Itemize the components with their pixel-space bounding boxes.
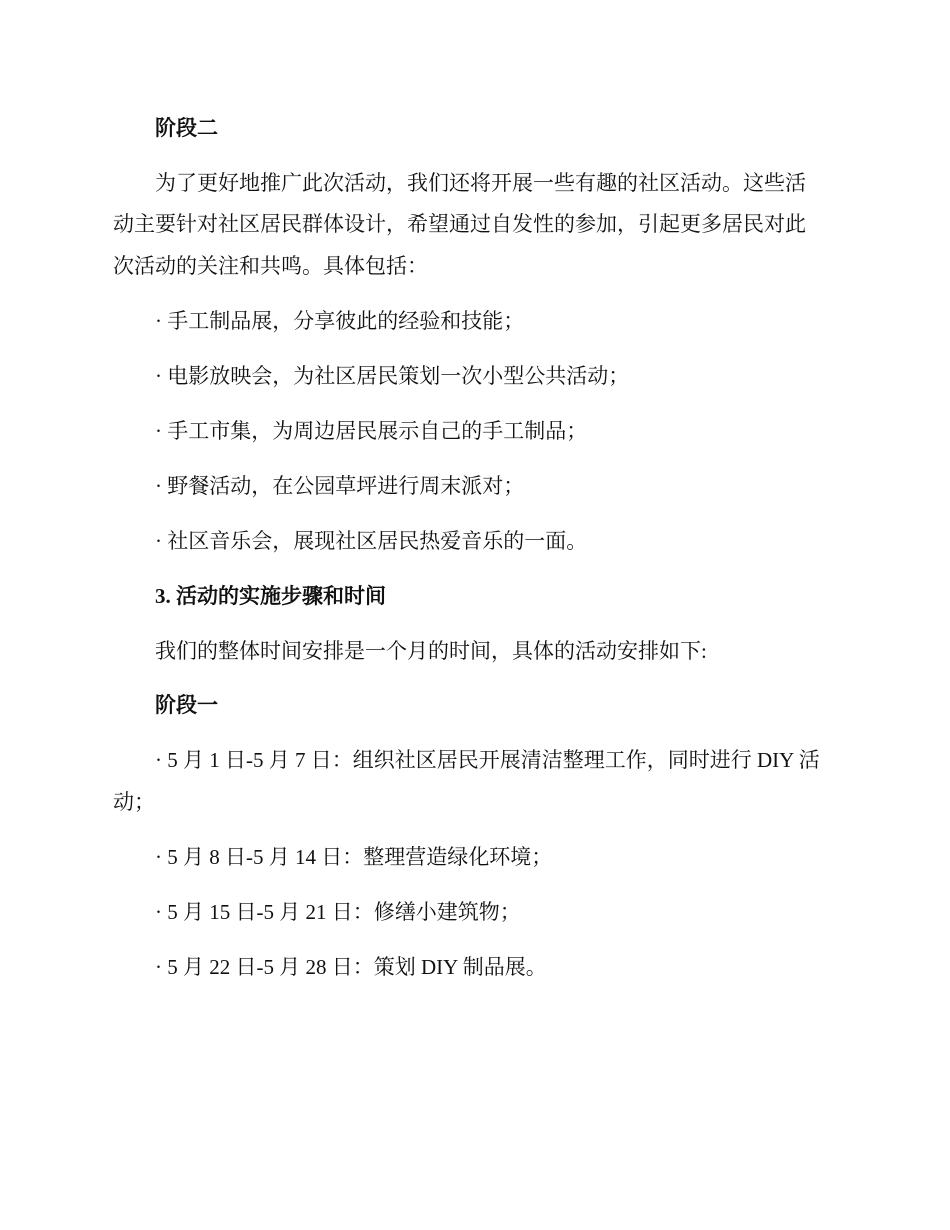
stage2-heading: 阶段二 bbox=[155, 116, 218, 140]
section3-intro: 我们的整体时间安排是一个月的时间，具体的活动安排如下: bbox=[155, 639, 707, 663]
list-item: · 野餐活动，在公园草坪进行周末派对； bbox=[155, 474, 525, 498]
stage2-intro-line-2: 动主要针对社区居民群体设计，希望通过自发性的参加，引起更多居民对此 bbox=[113, 212, 806, 236]
stage2-intro-line-3: 次活动的关注和共鸣。具体包括： bbox=[113, 254, 428, 278]
list-item: · 社区音乐会，展现社区居民热爱音乐的一面。 bbox=[155, 529, 588, 553]
list-item: · 5 月 22 日-5 月 28 日：策划 DIY 制品展。 bbox=[155, 955, 547, 979]
list-item: · 手工市集，为周边居民展示自己的手工制品； bbox=[155, 419, 588, 443]
list-item-continuation: 动； bbox=[113, 790, 155, 814]
list-item: · 手工制品展，分享彼此的经验和技能； bbox=[155, 309, 525, 333]
list-item: · 电影放映会，为社区居民策划一次小型公共活动； bbox=[155, 364, 630, 388]
list-item: · 5 月 8 日-5 月 14 日：整理营造绿化环境； bbox=[155, 845, 553, 869]
list-item: · 5 月 1 日-5 月 7 日：组织社区居民开展清洁整理工作，同时进行 DIY 活 bbox=[155, 748, 820, 772]
stage2-intro-line-1: 为了更好地推广此次活动，我们还将开展一些有趣的社区活动。这些活 bbox=[155, 171, 806, 195]
stage1-heading: 阶段一 bbox=[155, 693, 218, 717]
list-item: · 5 月 15 日-5 月 21 日：修缮小建筑物； bbox=[155, 900, 521, 924]
section3-heading: 3. 活动的实施步骤和时间 bbox=[155, 584, 386, 608]
